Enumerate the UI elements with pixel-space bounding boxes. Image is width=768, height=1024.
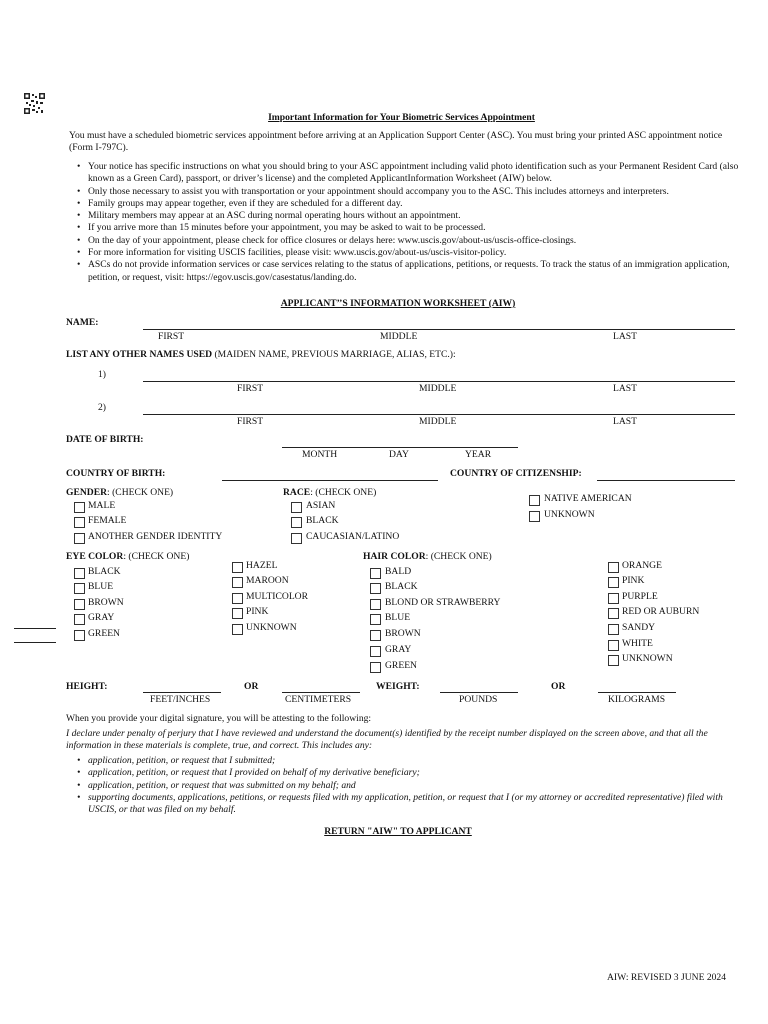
hair-option-label: GRAY (385, 644, 412, 655)
eye-maroon-checkbox[interactable] (232, 577, 243, 588)
last-caption: LAST (613, 383, 637, 394)
name-label: NAME: (66, 317, 99, 328)
middle-caption: MIDDLE (419, 416, 457, 427)
eye-hazel-checkbox[interactable] (232, 562, 243, 573)
margin-mark (14, 642, 56, 643)
eye-black-checkbox[interactable] (74, 568, 85, 579)
hair-red-checkbox[interactable] (608, 608, 619, 619)
gender-male-checkbox[interactable] (74, 502, 85, 513)
hair-black-checkbox[interactable] (370, 583, 381, 594)
page-title: Important Information for Your Biometric Services Appointment (268, 112, 535, 123)
feet-inches-caption: FEET/INCHES (150, 694, 211, 705)
country-birth-line[interactable] (222, 480, 438, 481)
info-bullets (70, 161, 740, 284)
race-unknown-checkbox[interactable] (529, 511, 540, 522)
gender-label: GENDER: (CHECK ONE) (66, 487, 174, 498)
eye-blue-checkbox[interactable] (74, 583, 85, 594)
hair-color-label: HAIR COLOR: (CHECK ONE) (363, 551, 492, 562)
last-caption: LAST (613, 331, 637, 342)
height-label: HEIGHT: (66, 681, 108, 692)
list-item: • application, petition, or request that I submitted; (70, 755, 736, 767)
eye-pink-checkbox[interactable] (232, 608, 243, 619)
declaration-text: I declare under penalty of perjury that I have reviewed and understand the document(s) identified by the receipt number displayed on the screen above, and that all the information in these materials is complete, true, and correct. This includes any: (66, 728, 708, 752)
hair-option-label: BROWN (385, 628, 421, 639)
eye-option-label: UNKNOWN (246, 622, 297, 633)
gender-female-checkbox[interactable] (74, 517, 85, 528)
other-name-1-number: 1) (98, 369, 106, 380)
attestation-bullets (70, 755, 736, 816)
name-field-line[interactable] (143, 329, 735, 330)
middle-caption: MIDDLE (419, 383, 457, 394)
hair-unknown-checkbox[interactable] (608, 655, 619, 666)
worksheet-title: APPLICANT’’S INFORMATION WORKSHEET (AIW) (280, 298, 516, 309)
hair-purple-checkbox[interactable] (608, 593, 619, 604)
other-name-1-line[interactable] (143, 381, 735, 382)
eye-option-label: BLACK (88, 566, 121, 577)
hair-option-label: WHITE (622, 638, 653, 649)
gender-option-label: ANOTHER GENDER IDENTITY (88, 531, 223, 542)
eye-gray-checkbox[interactable] (74, 614, 85, 625)
eye-option-label: HAZEL (246, 560, 278, 571)
hair-option-label: GREEN (385, 660, 417, 671)
middle-caption: MIDDLE (380, 331, 418, 342)
hair-option-label: PURPLE (622, 591, 658, 602)
hair-option-label: BLACK (385, 581, 418, 592)
weight-pounds-line[interactable] (440, 692, 518, 693)
month-caption: MONTH (302, 449, 338, 460)
hair-gray-checkbox[interactable] (370, 646, 381, 657)
kilograms-caption: KILOGRAMS (608, 694, 666, 705)
race-caucasian-checkbox[interactable] (291, 533, 302, 544)
return-aiw-text: RETURN "AIW" TO APPLICANT (324, 826, 472, 837)
hair-blond-checkbox[interactable] (370, 599, 381, 610)
eye-option-label: BLUE (88, 581, 114, 592)
first-caption: FIRST (237, 416, 264, 427)
race-option-label: BLACK (306, 515, 339, 526)
eye-green-checkbox[interactable] (74, 630, 85, 641)
qr-code-icon (24, 93, 45, 114)
dob-field-line[interactable] (282, 447, 518, 448)
eye-brown-checkbox[interactable] (74, 599, 85, 610)
dob-label: DATE OF BIRTH: (66, 434, 144, 445)
pounds-caption: POUNDS (459, 694, 498, 705)
country-citizenship-line[interactable] (597, 480, 735, 481)
first-caption: FIRST (158, 331, 185, 342)
hair-blue-checkbox[interactable] (370, 614, 381, 625)
list-item: • application, petition, or request that was submitted on my behalf; and (70, 780, 736, 792)
year-caption: YEAR (465, 449, 492, 460)
hair-green-checkbox[interactable] (370, 662, 381, 673)
hair-option-label: SANDY (622, 622, 656, 633)
eye-option-label: PINK (246, 606, 269, 617)
eye-option-label: BROWN (88, 597, 124, 608)
list-item: • Military members may appear at an ASC during normal operating hours without an appointment. (70, 210, 740, 222)
hair-orange-checkbox[interactable] (608, 562, 619, 573)
race-native-american-checkbox[interactable] (529, 495, 540, 506)
list-item: • Your notice has specific instructions on what you should bring to your ASC appointment including valid photo identification such as your Permanent Resident Card (also known as a Green Card), passport, or driver’s license) and the completed ApplicantInformation Worksheet (AIW) below. (70, 161, 740, 186)
hair-option-label: ORANGE (622, 560, 662, 571)
list-item: • supporting documents, applications, petitions, or requests filed with my application, petition, or request that I (or my attorney or accredited representative) filed with USCIS, or that was filed on my behalf. (70, 792, 736, 817)
hair-white-checkbox[interactable] (608, 640, 619, 651)
other-name-2-line[interactable] (143, 414, 735, 415)
first-caption: FIRST (237, 383, 264, 394)
eye-option-label: MULTICOLOR (246, 591, 309, 602)
hair-option-label: PINK (622, 575, 645, 586)
hair-sandy-checkbox[interactable] (608, 624, 619, 635)
eye-multicolor-checkbox[interactable] (232, 593, 243, 604)
country-citizenship-label: COUNTRY OF CITIZENSHIP: (450, 468, 582, 479)
hair-option-label: BALD (385, 566, 412, 577)
attestation-lead: When you provide your digital signature, you will be attesting to the following: (66, 713, 372, 724)
weight-kg-line[interactable] (598, 692, 676, 693)
hair-option-label: BLUE (385, 612, 411, 623)
gender-option-label: MALE (88, 500, 116, 511)
eye-unknown-checkbox[interactable] (232, 624, 243, 635)
eye-option-label: GREEN (88, 628, 120, 639)
height-feet-line[interactable] (143, 692, 221, 693)
race-option-label: CAUCASIAN/LATINO (306, 531, 400, 542)
list-item: • Family groups may appear together, even if they are scheduled for a different day. (70, 198, 740, 210)
race-black-checkbox[interactable] (291, 517, 302, 528)
or-label: OR (244, 681, 259, 692)
hair-option-label: BLOND OR STRAWBERRY (385, 597, 501, 608)
country-birth-label: COUNTRY OF BIRTH: (66, 468, 166, 479)
or-label: OR (551, 681, 566, 692)
revision-footer: AIW: REVISED 3 JUNE 2024 (607, 972, 727, 983)
last-caption: LAST (613, 416, 637, 427)
hair-option-label: RED OR AUBURN (622, 606, 700, 617)
eye-option-label: GRAY (88, 612, 115, 623)
margin-mark (14, 628, 56, 629)
list-item: • Only those necessary to assist you with transportation or your appointment should accompany you to the ASC. This includes attorneys and interpreters. (70, 186, 740, 198)
eye-option-label: MAROON (246, 575, 289, 586)
hair-brown-checkbox[interactable] (370, 630, 381, 641)
gender-option-label: FEMALE (88, 515, 127, 526)
list-item: • For more information for visiting USCIS facilities, please visit: www.uscis.gov/about-us/uscis-visitor-policy. (70, 247, 740, 259)
list-item: • If you arrive more than 15 minutes before your appointment, you may be asked to wait to be processed. (70, 222, 740, 234)
other-names-label: LIST ANY OTHER NAMES USED (MAIDEN NAME, PREVIOUS MARRIAGE, ALIAS, ETC.): (66, 349, 456, 360)
other-name-2-number: 2) (98, 402, 106, 413)
race-option-label: UNKNOWN (544, 509, 595, 520)
centimeters-caption: CENTIMETERS (285, 694, 352, 705)
hair-option-label: UNKNOWN (622, 653, 673, 664)
weight-label: WEIGHT: (376, 681, 420, 692)
list-item: • On the day of your appointment, please check for office closures or delays here: www.uscis.gov/about-us/uscis-office-closings. (70, 235, 740, 247)
hair-pink-checkbox[interactable] (608, 577, 619, 588)
hair-bald-checkbox[interactable] (370, 568, 381, 579)
race-option-label: NATIVE AMERICAN (544, 493, 632, 504)
intro-text: You must have a scheduled biometric services appointment before arriving at an Application Support Center (ASC). You must bring your printed ASC appointment notice (Form I-797C). (69, 130, 723, 154)
day-caption: DAY (389, 449, 409, 460)
list-item: • ASCs do not provide information services or case services relating to the status of applications, petitions, or requests. To track the status of an immigration application, petition, or request, visit: https://egov.uscis.gov/casestatus/landing.do. (70, 259, 740, 284)
gender-another-checkbox[interactable] (74, 533, 85, 544)
height-cm-line[interactable] (282, 692, 360, 693)
eye-color-label: EYE COLOR: (CHECK ONE) (66, 551, 190, 562)
race-label: RACE: (CHECK ONE) (283, 487, 377, 498)
race-option-label: ASIAN (306, 500, 336, 511)
list-item: • application, petition, or request that I provided on behalf of my derivative beneficiary; (70, 767, 736, 779)
race-asian-checkbox[interactable] (291, 502, 302, 513)
